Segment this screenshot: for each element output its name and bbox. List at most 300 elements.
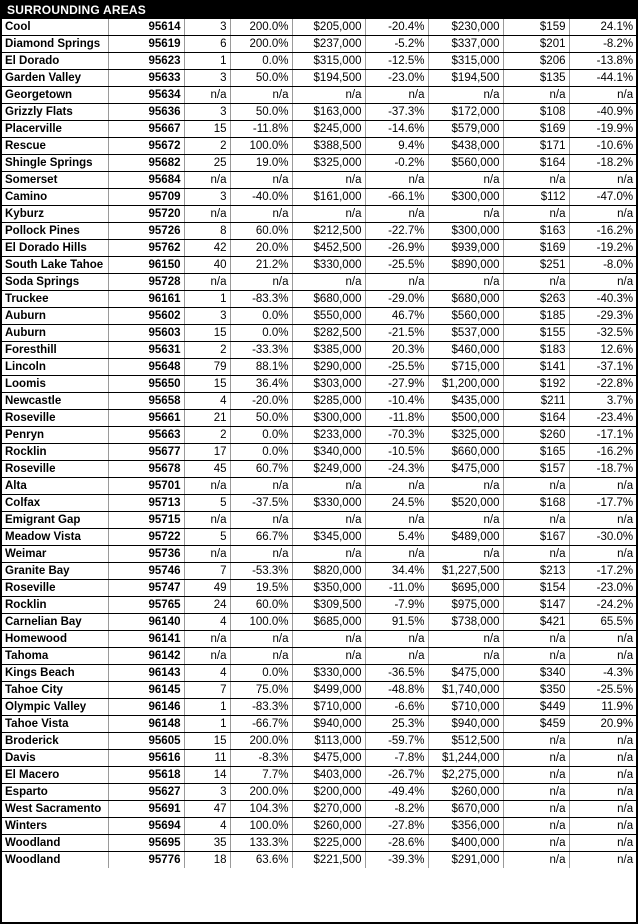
cell-median[interactable]: $499,000: [292, 682, 365, 699]
cell-sales[interactable]: n/a: [184, 478, 230, 495]
cell-median_pct[interactable]: 20.3%: [365, 342, 428, 359]
cell-sales_pct[interactable]: 100.0%: [230, 138, 292, 155]
cell-ppsf_pct[interactable]: -18.7%: [569, 461, 636, 478]
cell-median[interactable]: $315,000: [292, 53, 365, 70]
cell-average[interactable]: n/a: [428, 512, 503, 529]
cell-area[interactable]: Somerset: [2, 172, 108, 189]
cell-sales_pct[interactable]: -83.3%: [230, 291, 292, 308]
cell-sales[interactable]: 3: [184, 189, 230, 206]
cell-area[interactable]: Rocklin: [2, 444, 108, 461]
cell-average[interactable]: $475,000: [428, 461, 503, 478]
cell-median_pct[interactable]: 24.5%: [365, 495, 428, 512]
cell-median[interactable]: $680,000: [292, 291, 365, 308]
cell-average[interactable]: $1,227,500: [428, 563, 503, 580]
cell-zip[interactable]: 95627: [108, 784, 184, 801]
cell-sales[interactable]: 4: [184, 614, 230, 631]
cell-sales[interactable]: 15: [184, 376, 230, 393]
cell-sales[interactable]: 3: [184, 784, 230, 801]
table-row[interactable]: [2, 750, 636, 767]
cell-median_pct[interactable]: n/a: [365, 87, 428, 104]
table-row[interactable]: [2, 189, 636, 206]
cell-sales[interactable]: 18: [184, 852, 230, 869]
cell-median[interactable]: n/a: [292, 648, 365, 665]
cell-area[interactable]: Foresthill: [2, 342, 108, 359]
cell-ppsf_pct[interactable]: -44.1%: [569, 70, 636, 87]
table-row[interactable]: [2, 240, 636, 257]
cell-zip[interactable]: 95667: [108, 121, 184, 138]
cell-area[interactable]: West Sacramento: [2, 801, 108, 818]
table-row[interactable]: [2, 53, 636, 70]
cell-sales_pct[interactable]: 60.0%: [230, 223, 292, 240]
cell-area[interactable]: Camino: [2, 189, 108, 206]
cell-median[interactable]: $685,000: [292, 614, 365, 631]
cell-area[interactable]: Placerville: [2, 121, 108, 138]
cell-zip[interactable]: 96161: [108, 291, 184, 308]
cell-zip[interactable]: 96141: [108, 631, 184, 648]
cell-ppsf[interactable]: n/a: [503, 801, 569, 818]
cell-area[interactable]: El Dorado: [2, 53, 108, 70]
cell-sales[interactable]: n/a: [184, 172, 230, 189]
cell-average[interactable]: $435,000: [428, 393, 503, 410]
table-row[interactable]: [2, 359, 636, 376]
cell-median_pct[interactable]: n/a: [365, 478, 428, 495]
cell-median[interactable]: $200,000: [292, 784, 365, 801]
cell-median[interactable]: $385,000: [292, 342, 365, 359]
table-row[interactable]: [2, 19, 636, 36]
cell-sales[interactable]: 7: [184, 682, 230, 699]
cell-ppsf_pct[interactable]: -40.3%: [569, 291, 636, 308]
cell-ppsf[interactable]: $159: [503, 19, 569, 36]
cell-sales[interactable]: 3: [184, 104, 230, 121]
cell-sales_pct[interactable]: -40.0%: [230, 189, 292, 206]
cell-area[interactable]: Tahoe City: [2, 682, 108, 699]
cell-average[interactable]: $2,275,000: [428, 767, 503, 784]
cell-zip[interactable]: 95623: [108, 53, 184, 70]
table-row[interactable]: [2, 682, 636, 699]
cell-ppsf_pct[interactable]: 3.7%: [569, 393, 636, 410]
cell-sales[interactable]: 1: [184, 291, 230, 308]
cell-average[interactable]: $560,000: [428, 155, 503, 172]
cell-average[interactable]: $560,000: [428, 308, 503, 325]
cell-area[interactable]: Roseville: [2, 580, 108, 597]
cell-ppsf[interactable]: $211: [503, 393, 569, 410]
cell-median_pct[interactable]: -7.8%: [365, 750, 428, 767]
cell-median[interactable]: $113,000: [292, 733, 365, 750]
cell-ppsf_pct[interactable]: n/a: [569, 818, 636, 835]
cell-ppsf[interactable]: $183: [503, 342, 569, 359]
cell-zip[interactable]: 95619: [108, 36, 184, 53]
cell-sales[interactable]: n/a: [184, 546, 230, 563]
cell-sales_pct[interactable]: 66.7%: [230, 529, 292, 546]
cell-ppsf_pct[interactable]: -17.1%: [569, 427, 636, 444]
cell-median_pct[interactable]: n/a: [365, 172, 428, 189]
cell-median[interactable]: n/a: [292, 274, 365, 291]
cell-sales_pct[interactable]: 19.0%: [230, 155, 292, 172]
table-row[interactable]: [2, 223, 636, 240]
cell-ppsf[interactable]: n/a: [503, 478, 569, 495]
cell-zip[interactable]: 95603: [108, 325, 184, 342]
cell-sales_pct[interactable]: n/a: [230, 206, 292, 223]
table-row[interactable]: [2, 648, 636, 665]
cell-area[interactable]: Homewood: [2, 631, 108, 648]
cell-median[interactable]: $221,500: [292, 852, 365, 869]
table-row[interactable]: [2, 138, 636, 155]
cell-sales_pct[interactable]: -20.0%: [230, 393, 292, 410]
cell-area[interactable]: Alta: [2, 478, 108, 495]
cell-ppsf_pct[interactable]: -19.2%: [569, 240, 636, 257]
cell-ppsf_pct[interactable]: -13.8%: [569, 53, 636, 70]
cell-sales[interactable]: 2: [184, 138, 230, 155]
cell-sales[interactable]: 2: [184, 427, 230, 444]
cell-zip[interactable]: 95726: [108, 223, 184, 240]
cell-median_pct[interactable]: 25.3%: [365, 716, 428, 733]
cell-sales_pct[interactable]: -83.3%: [230, 699, 292, 716]
cell-median[interactable]: $940,000: [292, 716, 365, 733]
cell-median_pct[interactable]: -6.6%: [365, 699, 428, 716]
cell-ppsf[interactable]: n/a: [503, 784, 569, 801]
cell-sales[interactable]: 5: [184, 495, 230, 512]
cell-ppsf[interactable]: $157: [503, 461, 569, 478]
cell-median[interactable]: $212,500: [292, 223, 365, 240]
cell-area[interactable]: Granite Bay: [2, 563, 108, 580]
table-row[interactable]: [2, 597, 636, 614]
table-row[interactable]: [2, 257, 636, 274]
cell-zip[interactable]: 95682: [108, 155, 184, 172]
cell-area[interactable]: Esparto: [2, 784, 108, 801]
cell-area[interactable]: Winters: [2, 818, 108, 835]
cell-ppsf_pct[interactable]: -18.2%: [569, 155, 636, 172]
cell-area[interactable]: Rescue: [2, 138, 108, 155]
cell-zip[interactable]: 95677: [108, 444, 184, 461]
cell-ppsf_pct[interactable]: -29.3%: [569, 308, 636, 325]
cell-zip[interactable]: 95701: [108, 478, 184, 495]
cell-sales_pct[interactable]: 133.3%: [230, 835, 292, 852]
cell-ppsf[interactable]: n/a: [503, 750, 569, 767]
cell-average[interactable]: $489,000: [428, 529, 503, 546]
table-row[interactable]: [2, 70, 636, 87]
cell-median_pct[interactable]: n/a: [365, 512, 428, 529]
table-row[interactable]: [2, 274, 636, 291]
cell-sales[interactable]: 40: [184, 257, 230, 274]
cell-average[interactable]: $300,000: [428, 223, 503, 240]
cell-sales_pct[interactable]: 0.0%: [230, 308, 292, 325]
cell-average[interactable]: n/a: [428, 87, 503, 104]
cell-median_pct[interactable]: -24.3%: [365, 461, 428, 478]
table-row[interactable]: [2, 580, 636, 597]
cell-median_pct[interactable]: -11.8%: [365, 410, 428, 427]
cell-median[interactable]: $282,500: [292, 325, 365, 342]
cell-ppsf[interactable]: $185: [503, 308, 569, 325]
cell-ppsf_pct[interactable]: -17.2%: [569, 563, 636, 580]
cell-sales_pct[interactable]: 50.0%: [230, 104, 292, 121]
cell-median_pct[interactable]: -0.2%: [365, 155, 428, 172]
cell-zip[interactable]: 95631: [108, 342, 184, 359]
cell-average[interactable]: $400,000: [428, 835, 503, 852]
cell-ppsf_pct[interactable]: -24.2%: [569, 597, 636, 614]
cell-zip[interactable]: 95713: [108, 495, 184, 512]
cell-ppsf_pct[interactable]: -37.1%: [569, 359, 636, 376]
cell-sales[interactable]: 35: [184, 835, 230, 852]
cell-zip[interactable]: 95694: [108, 818, 184, 835]
cell-zip[interactable]: 96148: [108, 716, 184, 733]
cell-area[interactable]: Newcastle: [2, 393, 108, 410]
cell-average[interactable]: $738,000: [428, 614, 503, 631]
cell-average[interactable]: $300,000: [428, 189, 503, 206]
cell-median[interactable]: $350,000: [292, 580, 365, 597]
cell-median[interactable]: n/a: [292, 206, 365, 223]
cell-average[interactable]: $1,200,000: [428, 376, 503, 393]
cell-sales_pct[interactable]: 7.7%: [230, 767, 292, 784]
cell-median[interactable]: $710,000: [292, 699, 365, 716]
cell-average[interactable]: n/a: [428, 631, 503, 648]
cell-median_pct[interactable]: -29.0%: [365, 291, 428, 308]
cell-sales_pct[interactable]: 50.0%: [230, 410, 292, 427]
cell-ppsf_pct[interactable]: n/a: [569, 801, 636, 818]
cell-ppsf[interactable]: $135: [503, 70, 569, 87]
cell-ppsf[interactable]: $340: [503, 665, 569, 682]
cell-ppsf_pct[interactable]: n/a: [569, 87, 636, 104]
cell-sales_pct[interactable]: -53.3%: [230, 563, 292, 580]
cell-ppsf_pct[interactable]: 24.1%: [569, 19, 636, 36]
cell-ppsf_pct[interactable]: -25.5%: [569, 682, 636, 699]
cell-area[interactable]: Lincoln: [2, 359, 108, 376]
cell-ppsf[interactable]: $108: [503, 104, 569, 121]
cell-ppsf[interactable]: $167: [503, 529, 569, 546]
cell-median_pct[interactable]: -10.5%: [365, 444, 428, 461]
cell-zip[interactable]: 95747: [108, 580, 184, 597]
cell-ppsf_pct[interactable]: -47.0%: [569, 189, 636, 206]
cell-average[interactable]: n/a: [428, 274, 503, 291]
cell-sales[interactable]: 15: [184, 121, 230, 138]
cell-median[interactable]: $194,500: [292, 70, 365, 87]
cell-ppsf_pct[interactable]: n/a: [569, 750, 636, 767]
cell-ppsf[interactable]: $213: [503, 563, 569, 580]
cell-zip[interactable]: 96145: [108, 682, 184, 699]
cell-sales[interactable]: 4: [184, 818, 230, 835]
cell-zip[interactable]: 95648: [108, 359, 184, 376]
cell-average[interactable]: $475,000: [428, 665, 503, 682]
cell-sales[interactable]: 79: [184, 359, 230, 376]
cell-median_pct[interactable]: -20.4%: [365, 19, 428, 36]
cell-median[interactable]: $550,000: [292, 308, 365, 325]
cell-median_pct[interactable]: -25.5%: [365, 257, 428, 274]
cell-zip[interactable]: 95765: [108, 597, 184, 614]
table-row[interactable]: [2, 444, 636, 461]
cell-zip[interactable]: 95602: [108, 308, 184, 325]
cell-zip[interactable]: 95720: [108, 206, 184, 223]
cell-median_pct[interactable]: -5.2%: [365, 36, 428, 53]
cell-ppsf_pct[interactable]: n/a: [569, 835, 636, 852]
cell-sales_pct[interactable]: 200.0%: [230, 19, 292, 36]
cell-average[interactable]: $172,000: [428, 104, 503, 121]
cell-ppsf[interactable]: n/a: [503, 172, 569, 189]
cell-ppsf_pct[interactable]: -19.9%: [569, 121, 636, 138]
cell-average[interactable]: n/a: [428, 206, 503, 223]
cell-sales_pct[interactable]: -66.7%: [230, 716, 292, 733]
cell-median_pct[interactable]: n/a: [365, 546, 428, 563]
cell-zip[interactable]: 95728: [108, 274, 184, 291]
table-row[interactable]: [2, 461, 636, 478]
cell-ppsf[interactable]: n/a: [503, 512, 569, 529]
cell-sales_pct[interactable]: 0.0%: [230, 325, 292, 342]
table-row[interactable]: [2, 801, 636, 818]
cell-average[interactable]: $291,000: [428, 852, 503, 869]
cell-ppsf[interactable]: n/a: [503, 852, 569, 869]
cell-sales[interactable]: 8: [184, 223, 230, 240]
table-row[interactable]: [2, 716, 636, 733]
table-row[interactable]: [2, 512, 636, 529]
cell-area[interactable]: Meadow Vista: [2, 529, 108, 546]
cell-ppsf[interactable]: $251: [503, 257, 569, 274]
cell-median[interactable]: $330,000: [292, 495, 365, 512]
cell-ppsf[interactable]: $459: [503, 716, 569, 733]
cell-area[interactable]: Kyburz: [2, 206, 108, 223]
cell-zip[interactable]: 96142: [108, 648, 184, 665]
cell-median_pct[interactable]: -23.0%: [365, 70, 428, 87]
cell-sales[interactable]: 14: [184, 767, 230, 784]
cell-sales_pct[interactable]: n/a: [230, 546, 292, 563]
cell-sales[interactable]: n/a: [184, 512, 230, 529]
cell-median[interactable]: $403,000: [292, 767, 365, 784]
cell-ppsf[interactable]: $169: [503, 240, 569, 257]
cell-sales[interactable]: 1: [184, 699, 230, 716]
cell-average[interactable]: $940,000: [428, 716, 503, 733]
cell-ppsf[interactable]: $421: [503, 614, 569, 631]
cell-median_pct[interactable]: 46.7%: [365, 308, 428, 325]
cell-zip[interactable]: 95614: [108, 19, 184, 36]
cell-zip[interactable]: 95715: [108, 512, 184, 529]
cell-ppsf_pct[interactable]: n/a: [569, 733, 636, 750]
cell-median[interactable]: $233,000: [292, 427, 365, 444]
cell-sales[interactable]: 1: [184, 716, 230, 733]
cell-sales_pct[interactable]: 88.1%: [230, 359, 292, 376]
table-row[interactable]: [2, 852, 636, 869]
cell-zip[interactable]: 96140: [108, 614, 184, 631]
cell-sales[interactable]: 2: [184, 342, 230, 359]
cell-sales_pct[interactable]: n/a: [230, 631, 292, 648]
cell-median_pct[interactable]: -11.0%: [365, 580, 428, 597]
cell-sales_pct[interactable]: 50.0%: [230, 70, 292, 87]
cell-average[interactable]: $670,000: [428, 801, 503, 818]
cell-ppsf[interactable]: n/a: [503, 631, 569, 648]
cell-ppsf_pct[interactable]: -8.2%: [569, 36, 636, 53]
cell-median_pct[interactable]: -26.9%: [365, 240, 428, 257]
cell-ppsf[interactable]: $164: [503, 155, 569, 172]
cell-median_pct[interactable]: -10.4%: [365, 393, 428, 410]
cell-average[interactable]: $680,000: [428, 291, 503, 308]
cell-sales_pct[interactable]: 0.0%: [230, 444, 292, 461]
cell-ppsf_pct[interactable]: -16.2%: [569, 223, 636, 240]
cell-ppsf_pct[interactable]: 20.9%: [569, 716, 636, 733]
cell-sales_pct[interactable]: 100.0%: [230, 614, 292, 631]
cell-area[interactable]: Shingle Springs: [2, 155, 108, 172]
cell-zip[interactable]: 95691: [108, 801, 184, 818]
cell-median[interactable]: $340,000: [292, 444, 365, 461]
cell-zip[interactable]: 95658: [108, 393, 184, 410]
cell-ppsf[interactable]: n/a: [503, 733, 569, 750]
cell-median_pct[interactable]: n/a: [365, 648, 428, 665]
cell-ppsf_pct[interactable]: -4.3%: [569, 665, 636, 682]
cell-area[interactable]: Georgetown: [2, 87, 108, 104]
cell-average[interactable]: n/a: [428, 478, 503, 495]
cell-sales_pct[interactable]: 200.0%: [230, 733, 292, 750]
cell-median[interactable]: $345,000: [292, 529, 365, 546]
cell-zip[interactable]: 95663: [108, 427, 184, 444]
table-row[interactable]: [2, 818, 636, 835]
cell-sales[interactable]: 15: [184, 733, 230, 750]
cell-sales[interactable]: 5: [184, 529, 230, 546]
cell-sales_pct[interactable]: n/a: [230, 478, 292, 495]
cell-area[interactable]: Auburn: [2, 308, 108, 325]
table-row[interactable]: [2, 155, 636, 172]
cell-area[interactable]: Tahoma: [2, 648, 108, 665]
cell-area[interactable]: Penryn: [2, 427, 108, 444]
cell-sales_pct[interactable]: 0.0%: [230, 665, 292, 682]
cell-area[interactable]: Carnelian Bay: [2, 614, 108, 631]
cell-average[interactable]: n/a: [428, 546, 503, 563]
cell-sales[interactable]: n/a: [184, 274, 230, 291]
cell-ppsf_pct[interactable]: 12.6%: [569, 342, 636, 359]
cell-median_pct[interactable]: -14.6%: [365, 121, 428, 138]
cell-area[interactable]: Roseville: [2, 410, 108, 427]
cell-ppsf_pct[interactable]: 11.9%: [569, 699, 636, 716]
cell-median[interactable]: $303,000: [292, 376, 365, 393]
cell-median_pct[interactable]: -37.3%: [365, 104, 428, 121]
cell-sales_pct[interactable]: 21.2%: [230, 257, 292, 274]
cell-median[interactable]: $225,000: [292, 835, 365, 852]
cell-median_pct[interactable]: -25.5%: [365, 359, 428, 376]
cell-zip[interactable]: 95762: [108, 240, 184, 257]
cell-average[interactable]: $460,000: [428, 342, 503, 359]
cell-area[interactable]: Tahoe Vista: [2, 716, 108, 733]
cell-ppsf_pct[interactable]: -30.0%: [569, 529, 636, 546]
table-row[interactable]: [2, 478, 636, 495]
cell-sales[interactable]: 7: [184, 563, 230, 580]
cell-ppsf[interactable]: n/a: [503, 818, 569, 835]
cell-ppsf_pct[interactable]: -22.8%: [569, 376, 636, 393]
cell-average[interactable]: n/a: [428, 172, 503, 189]
cell-median_pct[interactable]: -70.3%: [365, 427, 428, 444]
cell-ppsf_pct[interactable]: -23.4%: [569, 410, 636, 427]
table-row[interactable]: [2, 427, 636, 444]
cell-median[interactable]: n/a: [292, 631, 365, 648]
cell-sales[interactable]: 4: [184, 393, 230, 410]
cell-sales_pct[interactable]: n/a: [230, 648, 292, 665]
cell-ppsf[interactable]: $154: [503, 580, 569, 597]
cell-median[interactable]: n/a: [292, 172, 365, 189]
cell-median_pct[interactable]: -22.7%: [365, 223, 428, 240]
cell-ppsf_pct[interactable]: -10.6%: [569, 138, 636, 155]
cell-zip[interactable]: 95722: [108, 529, 184, 546]
cell-median_pct[interactable]: n/a: [365, 631, 428, 648]
table-row[interactable]: [2, 393, 636, 410]
cell-ppsf_pct[interactable]: n/a: [569, 206, 636, 223]
cell-area[interactable]: South Lake Tahoe: [2, 257, 108, 274]
cell-zip[interactable]: 95695: [108, 835, 184, 852]
cell-average[interactable]: n/a: [428, 648, 503, 665]
cell-ppsf[interactable]: n/a: [503, 767, 569, 784]
cell-area[interactable]: Emigrant Gap: [2, 512, 108, 529]
cell-average[interactable]: $1,244,000: [428, 750, 503, 767]
cell-sales_pct[interactable]: 60.0%: [230, 597, 292, 614]
cell-area[interactable]: El Dorado Hills: [2, 240, 108, 257]
cell-average[interactable]: $325,000: [428, 427, 503, 444]
cell-median_pct[interactable]: -39.3%: [365, 852, 428, 869]
cell-average[interactable]: $710,000: [428, 699, 503, 716]
cell-ppsf[interactable]: n/a: [503, 835, 569, 852]
cell-ppsf_pct[interactable]: -40.9%: [569, 104, 636, 121]
cell-sales_pct[interactable]: 19.5%: [230, 580, 292, 597]
